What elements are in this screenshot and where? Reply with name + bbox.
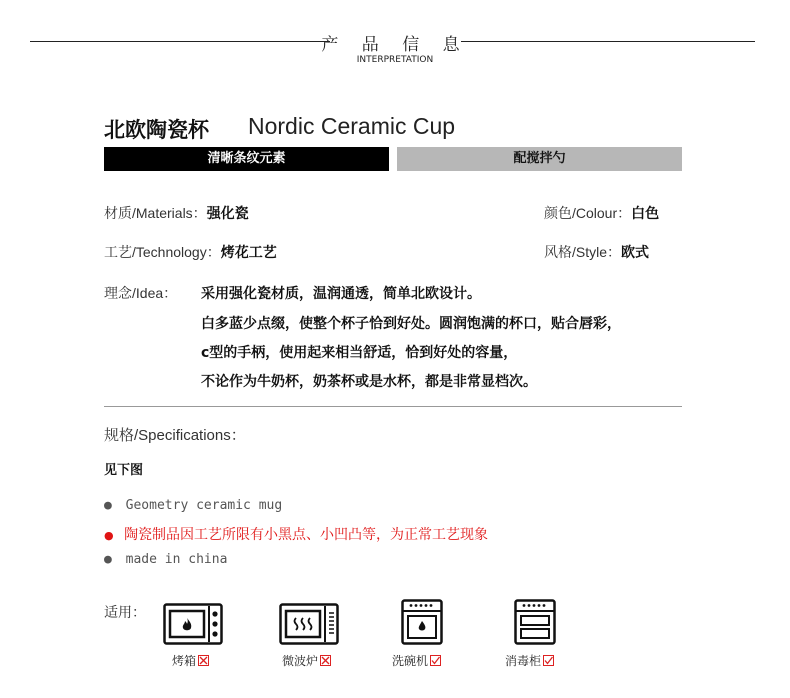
- bullet-dot-icon: ●: [104, 529, 114, 542]
- idea-line: 采用强化瓷材质，温润通透，简单北欧设计。: [201, 286, 481, 302]
- note-text: made in china: [125, 552, 228, 567]
- idea-line: c型的手柄，使用起来相当舒适，恰到好处的容量，: [201, 345, 518, 361]
- not-allowed-icon: [198, 655, 209, 666]
- idea-line: 不论作为牛奶杯，奶茶杯或是水杯，都是非常显档次。: [201, 374, 537, 390]
- specifications-label: 规格/Specifications：: [104, 427, 246, 444]
- usage-name: 消毒柜: [505, 654, 542, 668]
- feature-tab-gray: 配搅拌勺: [397, 147, 682, 171]
- note-item-warning: [104, 524, 488, 544]
- allowed-check-icon: [430, 655, 441, 666]
- material-label: 材质/Materials：: [104, 205, 207, 221]
- specifications-value: 见下图: [104, 463, 144, 478]
- note-text: Geometry ceramic mug: [125, 498, 283, 513]
- idea-label: 理念/Idea：: [104, 285, 178, 301]
- usage-item-dishwasher: [392, 652, 441, 669]
- usage-label: 适用：: [104, 604, 146, 620]
- usage-item-microwave: [282, 652, 331, 669]
- material-row: [104, 203, 249, 223]
- bullet-dot-icon: ●: [104, 498, 112, 513]
- not-allowed-icon: [320, 655, 331, 666]
- usage-item-sterilizer: [505, 652, 554, 669]
- microwave-icon: [279, 603, 339, 649]
- note-text: 陶瓷制品因工艺所限有小黑点、小凹凸等，为正常工艺现象: [124, 527, 489, 543]
- bullet-dot-icon: ●: [104, 552, 112, 567]
- technology-value: 烤花工艺: [220, 245, 277, 261]
- sterilizer-cabinet-icon: [514, 599, 556, 649]
- note-item: [104, 552, 227, 567]
- idea-line: 白多蓝少点缀，使整个杯子恰到好处。圆润饱满的杯口，贴合唇彩，: [201, 316, 621, 332]
- section-title: 产 品 信 息: [321, 35, 469, 55]
- usage-item-oven: [172, 652, 209, 669]
- colour-label: 颜色/Colour：: [544, 205, 632, 221]
- style-label: 风格/Style：: [544, 244, 622, 260]
- product-name-en: Nordic Ceramic Cup: [248, 113, 456, 139]
- style-row: [544, 242, 649, 262]
- colour-row: [544, 203, 659, 223]
- allowed-check-icon: [543, 655, 554, 666]
- technology-label: 工艺/Technology：: [104, 244, 221, 260]
- usage-name: 微波炉: [282, 654, 319, 668]
- section-subtitle: INTERPRETATION: [356, 55, 434, 65]
- usage-name: 洗碗机: [392, 654, 429, 668]
- oven-icon: [163, 603, 223, 649]
- technology-row: [104, 242, 277, 262]
- section-divider: [104, 406, 682, 407]
- note-item: [104, 498, 282, 513]
- style-value: 欧式: [621, 245, 650, 261]
- dishwasher-icon: [401, 599, 443, 649]
- product-name-cn: 北欧陶瓷杯: [104, 118, 209, 142]
- colour-value: 白色: [631, 206, 660, 222]
- feature-tab-black: 清晰条纹元素: [104, 147, 389, 171]
- material-value: 强化瓷: [206, 206, 249, 222]
- usage-name: 烤箱: [172, 654, 197, 668]
